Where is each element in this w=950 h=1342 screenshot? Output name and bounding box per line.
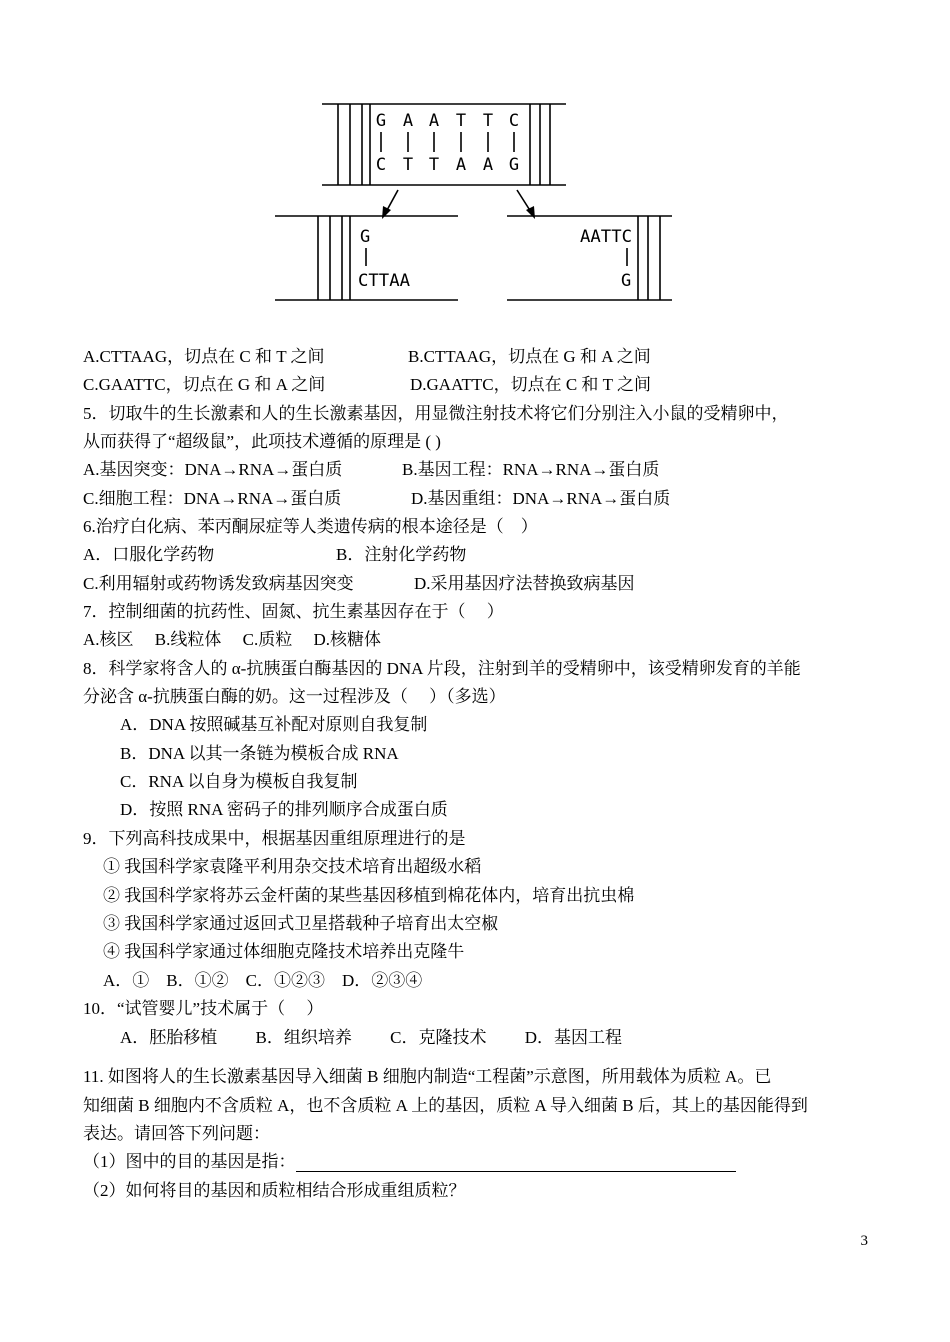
q11-sub1 — [83, 1152, 736, 1172]
bottom-base: A — [482, 155, 494, 175]
q6-option-a: A．口服化学药物 — [83, 545, 215, 564]
q5-option-c: C.细胞工程：DNA→RNA→蛋白质 — [83, 489, 342, 508]
top-base: A — [402, 111, 414, 131]
left-fragment-top: G — [360, 227, 371, 247]
q7-options: A.核区 B.线粒体 C.质粒 D.核糖体 — [83, 630, 381, 649]
q8-option-d: D．按照 RNA 密码子的排列顺序合成蛋白质 — [120, 800, 448, 819]
top-base: C — [508, 111, 520, 131]
bottom-base: T — [428, 155, 440, 175]
q10-options: A．胚胎移植 B．组织培养 C．克隆技术 D．基因工程 — [120, 1028, 622, 1047]
top-base: T — [455, 111, 467, 131]
left-fragment-bottom: CTTAA — [358, 271, 410, 291]
q10-stem: 10．“试管婴儿”技术属于（ ） — [83, 999, 324, 1018]
q5-option-b: B.基因工程：RNA→RNA→蛋白质 — [402, 460, 660, 479]
q7-stem: 7．控制细菌的抗药性、固氮、抗生素基因存在于（ ） — [83, 602, 504, 621]
q5-stem-line1: 5．切取牛的生长激素和人的生长激素基因，用显微注射技术将它们分别注入小鼠的受精卵中， — [83, 404, 789, 423]
q4-option-c: C.GAATTC，切点在 G 和 A 之间 — [83, 375, 326, 394]
q6-option-b: B．注射化学药物 — [336, 545, 467, 564]
q9-item-1: ① 我国科学家袁隆平利用杂交技术培育出超级水稻 — [103, 857, 482, 876]
q9-item-4: ④ 我国科学家通过体细胞克隆技术培养出克隆牛 — [103, 942, 465, 961]
q8-option-a: A．DNA 按照碱基互补配对原则自我复制 — [120, 715, 428, 734]
q5-option-a: A.基因突变：DNA→RNA→蛋白质 — [83, 460, 343, 479]
right-fragment-top: AATTC — [580, 227, 632, 247]
q4-option-b: B.CTTAAG，切点在 G 和 A 之间 — [408, 347, 651, 366]
q8-stem-line1: 8．科学家将含人的 α-抗胰蛋白酶基因的 DNA 片段，注射到羊的受精卵中，该受精卵发育的羊能 — [83, 659, 801, 678]
q8-option-b: B．DNA 以其一条链为模板合成 RNA — [120, 744, 399, 763]
q9-item-2: ② 我国科学家将苏云金杆菌的某些基因移植到棉花体内，培育出抗虫棉 — [103, 886, 635, 905]
q6-stem: 6.治疗白化病、苯丙酮尿症等人类遗传病的根本途径是（ ） — [83, 517, 538, 536]
q6-option-c: C.利用辐射或药物诱发致病基因突变 — [83, 574, 354, 593]
q11-stem-line2: 知细菌 B 细胞内不含质粒 A，也不含质粒 A 上的基因，质粒 A 导入细菌 B 后，其上的基因能得到 — [83, 1096, 808, 1115]
bottom-base: G — [508, 155, 520, 175]
top-base: G — [375, 111, 387, 131]
q11-stem-line3: 表达。请回答下列问题： — [83, 1124, 270, 1143]
bottom-base: C — [375, 155, 387, 175]
q5-stem-line2: 从而获得了“超级鼠”，此项技术遵循的原理是 ( ) — [83, 432, 441, 451]
top-base: A — [428, 111, 440, 131]
bottom-base: T — [402, 155, 414, 175]
q9-item-3: ③ 我国科学家通过返回式卫星搭载种子培育出太空椒 — [103, 914, 499, 933]
q8-stem-line2: 分泌含 α-抗胰蛋白酶的奶。这一过程涉及（ ）（多选） — [83, 687, 506, 706]
right-fragment-bottom: G — [621, 271, 632, 291]
bottom-base: A — [455, 155, 467, 175]
q11-sub2: （2）如何将目的基因和质粒相结合形成重组质粒？ — [83, 1181, 466, 1200]
q4-option-a: A.CTTAAG，切点在 C 和 T 之间 — [83, 347, 325, 366]
q11-sub1-label: （1）图中的目的基因是指： — [83, 1152, 296, 1171]
q5-option-d: D.基因重组：DNA→RNA→蛋白质 — [411, 489, 671, 508]
q9-options: A．① B．①② C．①②③ D．②③④ — [103, 971, 423, 990]
answer-blank[interactable] — [296, 1155, 736, 1172]
page-number: 3 — [860, 1233, 868, 1249]
q11-stem-line1: 11. 如图将人的生长激素基因导入细菌 B 细胞内制造“工程菌”示意图，所用载体为质粒 A。已 — [83, 1067, 772, 1086]
q6-option-d: D.采用基因疗法替换致病基因 — [414, 574, 635, 593]
restriction-cut-diagram — [0, 0, 950, 320]
top-base: T — [482, 111, 494, 131]
q4-option-d: D.GAATTC，切点在 C 和 T 之间 — [410, 375, 651, 394]
q9-stem: 9．下列高科技成果中，根据基因重组原理进行的是 — [83, 829, 466, 848]
q8-option-c: C．RNA 以自身为模板自我复制 — [120, 772, 358, 791]
